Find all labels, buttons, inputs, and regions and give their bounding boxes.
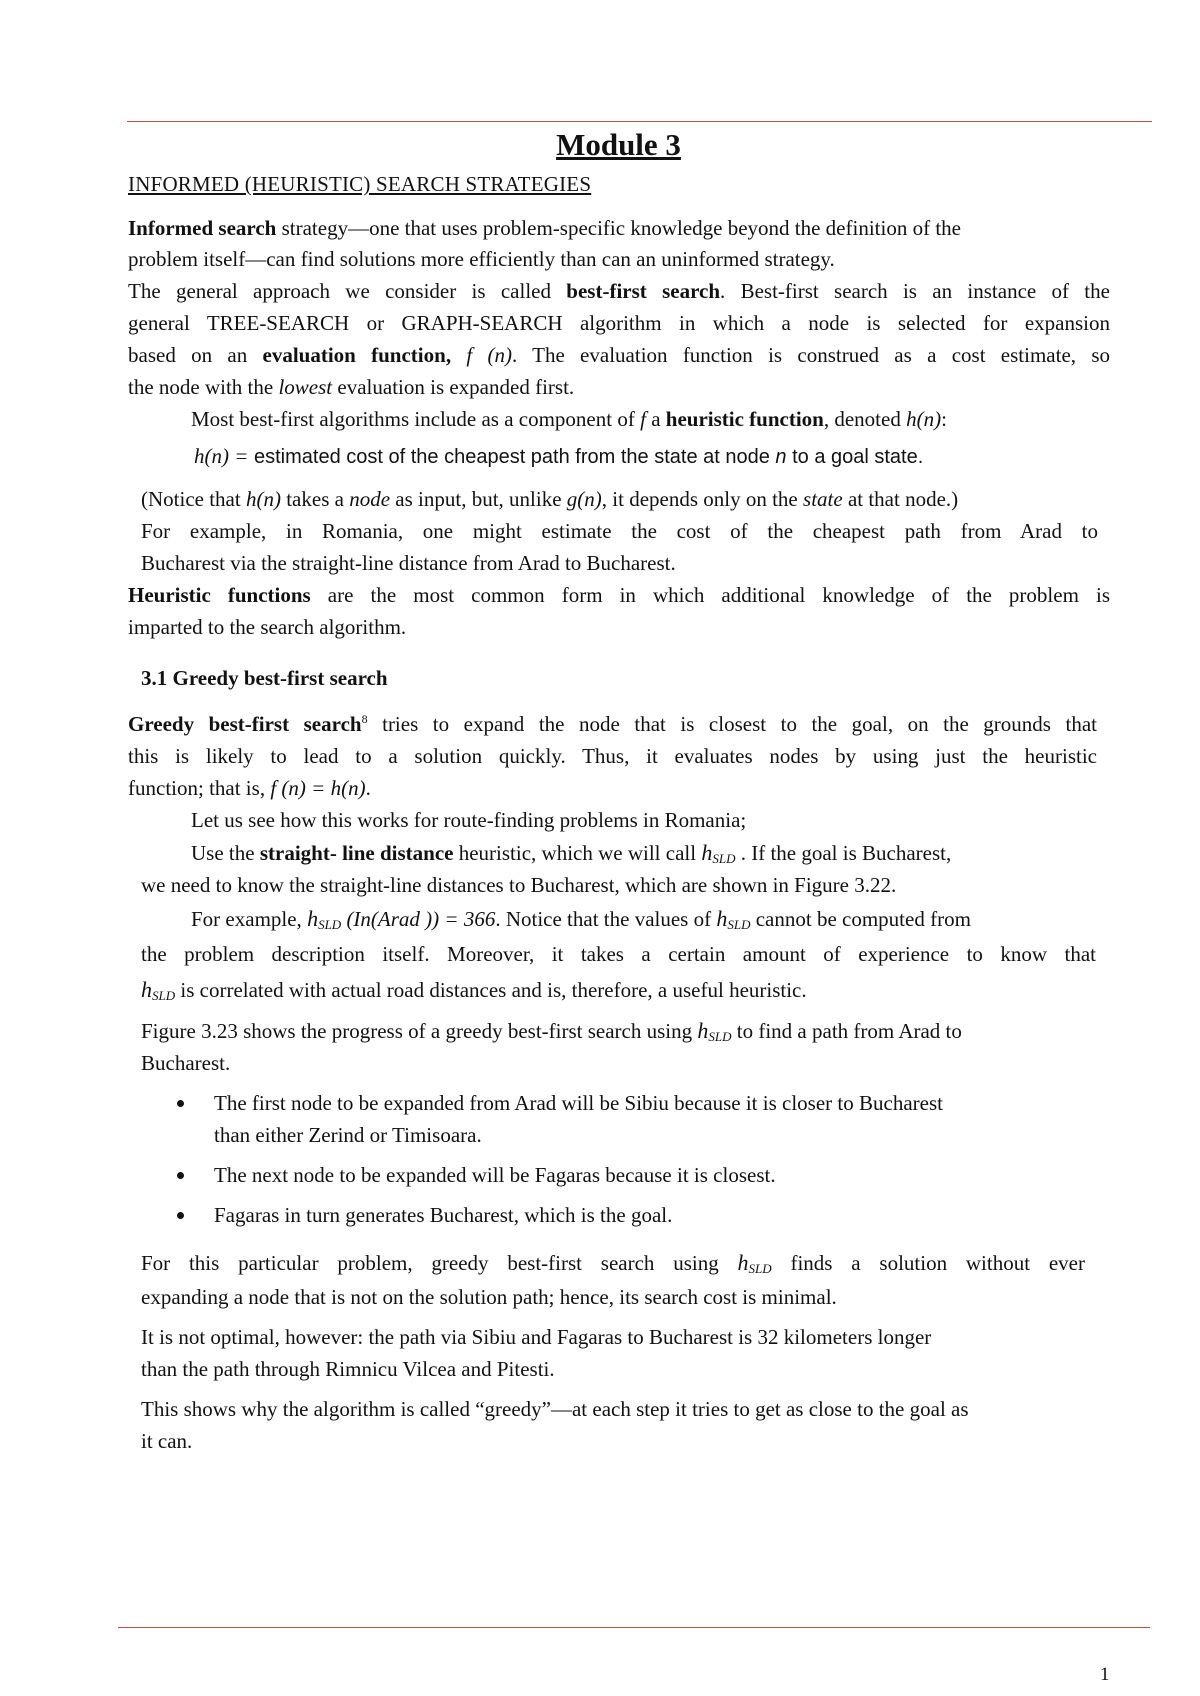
text-line: Most best-first algorithms include as a component of f a heuristic function, denoted h(n): (191, 407, 947, 431)
text-line: expanding a node that is not on the solution path; hence, its search cost is minimal. (141, 1285, 837, 1309)
text-line: this is likely to lead to a solution quickly. Thus, it evaluates nodes by using just the heuristic (128, 744, 1097, 768)
footer-rule (118, 1627, 1150, 1628)
text-line: It is not optimal, however: the path via Sibiu and Fagaras to Bucharest is 32 kilometers longer (141, 1325, 932, 1349)
text-line: For this particular problem, greedy best-first search using $h_{SLD}$ finds a solution without ever (141, 1250, 1085, 1276)
text-line: For example, in Romania, one might estimate the cost of the cheapest path from Arad to (141, 519, 1098, 543)
header-rule (127, 121, 1152, 122)
text-line: For example, $h_{SLD}$ (In(Arad )) = 366. Notice that the values of $h_{SLD}$ cannot be computed from (191, 906, 971, 932)
text-line: it can. (141, 1429, 193, 1453)
text-line: Heuristic functions are the most common form in which additional knowledge of the problem is (128, 583, 1110, 607)
section-heading: INFORMED (HEURISTIC) SEARCH STRATEGIES (128, 172, 592, 196)
text-line: based on an evaluation function, f (n). The evaluation function is construed as a cost estimate, so (128, 343, 1110, 367)
text-line: Bucharest. (141, 1051, 231, 1075)
text-line: the node with the lowest evaluation is expanded first. (128, 375, 575, 399)
text-line: than the path through Rimnicu Vilcea and Pitesti. (141, 1357, 555, 1381)
page-title: Module 3 (556, 127, 681, 162)
text-line: problem itself—can find solutions more efficiently than can an uninformed strategy. (128, 247, 835, 271)
text-line: the problem description itself. Moreover, it takes a certain amount of experience to know that (141, 942, 1096, 966)
text-line: The general approach we consider is called best-first search. Best-first search is an instance of the (128, 279, 1110, 303)
page-number: 1 (1100, 1664, 1110, 1685)
subsection-heading: 3.1 Greedy best-first search (141, 666, 388, 690)
text-line: we need to know the straight-line distances to Bucharest, which are shown in Figure 3.22. (141, 873, 897, 897)
list-item: The first node to be expanded from Arad will be Sibiu because it is closer to Bucharest (214, 1091, 943, 1115)
text-line: This shows why the algorithm is called “greedy”—at each step it tries to get as close to the goal as (141, 1397, 969, 1421)
heuristic-equation: h(n) = estimated cost of the cheapest path from the state at node n to a goal state. (194, 444, 924, 468)
text-line: Greedy best-first search$^8$ tries to expand the node that is closest to the goal, on the grounds that (128, 712, 1097, 736)
bullet-icon (177, 1172, 184, 1179)
text-line: general TREE-SEARCH or GRAPH-SEARCH algorithm in which a node is selected for expansion (128, 311, 1110, 335)
text-line: imparted to the search algorithm. (128, 615, 407, 639)
text-line: $h_{SLD}$ is correlated with actual road distances and is, therefore, a useful heuristic. (141, 977, 807, 1003)
list-item-continuation: than either Zerind or Timisoara. (214, 1123, 482, 1147)
text-line: Figure 3.23 shows the progress of a greedy best-first search using $h_{SLD}$ to find a path from Arad to (141, 1018, 962, 1044)
text-line: Use the straight- line distance heuristic, which we will call $h_{SLD}$ . If the goal is Bucharest, (191, 840, 952, 866)
bullet-icon (177, 1212, 184, 1219)
text-line: function; that is, f (n) = h(n). (128, 776, 371, 800)
text-line: (Notice that h(n) takes a node as input, but, unlike g(n), it depends only on the state at that node.) (141, 487, 959, 511)
list-item: The next node to be expanded will be Fagaras because it is closest. (214, 1163, 776, 1187)
bullet-icon (177, 1100, 184, 1107)
text-line: Bucharest via the straight-line distance from Arad to Bucharest. (141, 551, 676, 575)
text-line: Let us see how this works for route-finding problems in Romania; (191, 808, 747, 832)
list-item: Fagaras in turn generates Bucharest, which is the goal. (214, 1203, 673, 1227)
text-line: Informed search strategy—one that uses problem-specific knowledge beyond the definition of the (128, 216, 961, 240)
